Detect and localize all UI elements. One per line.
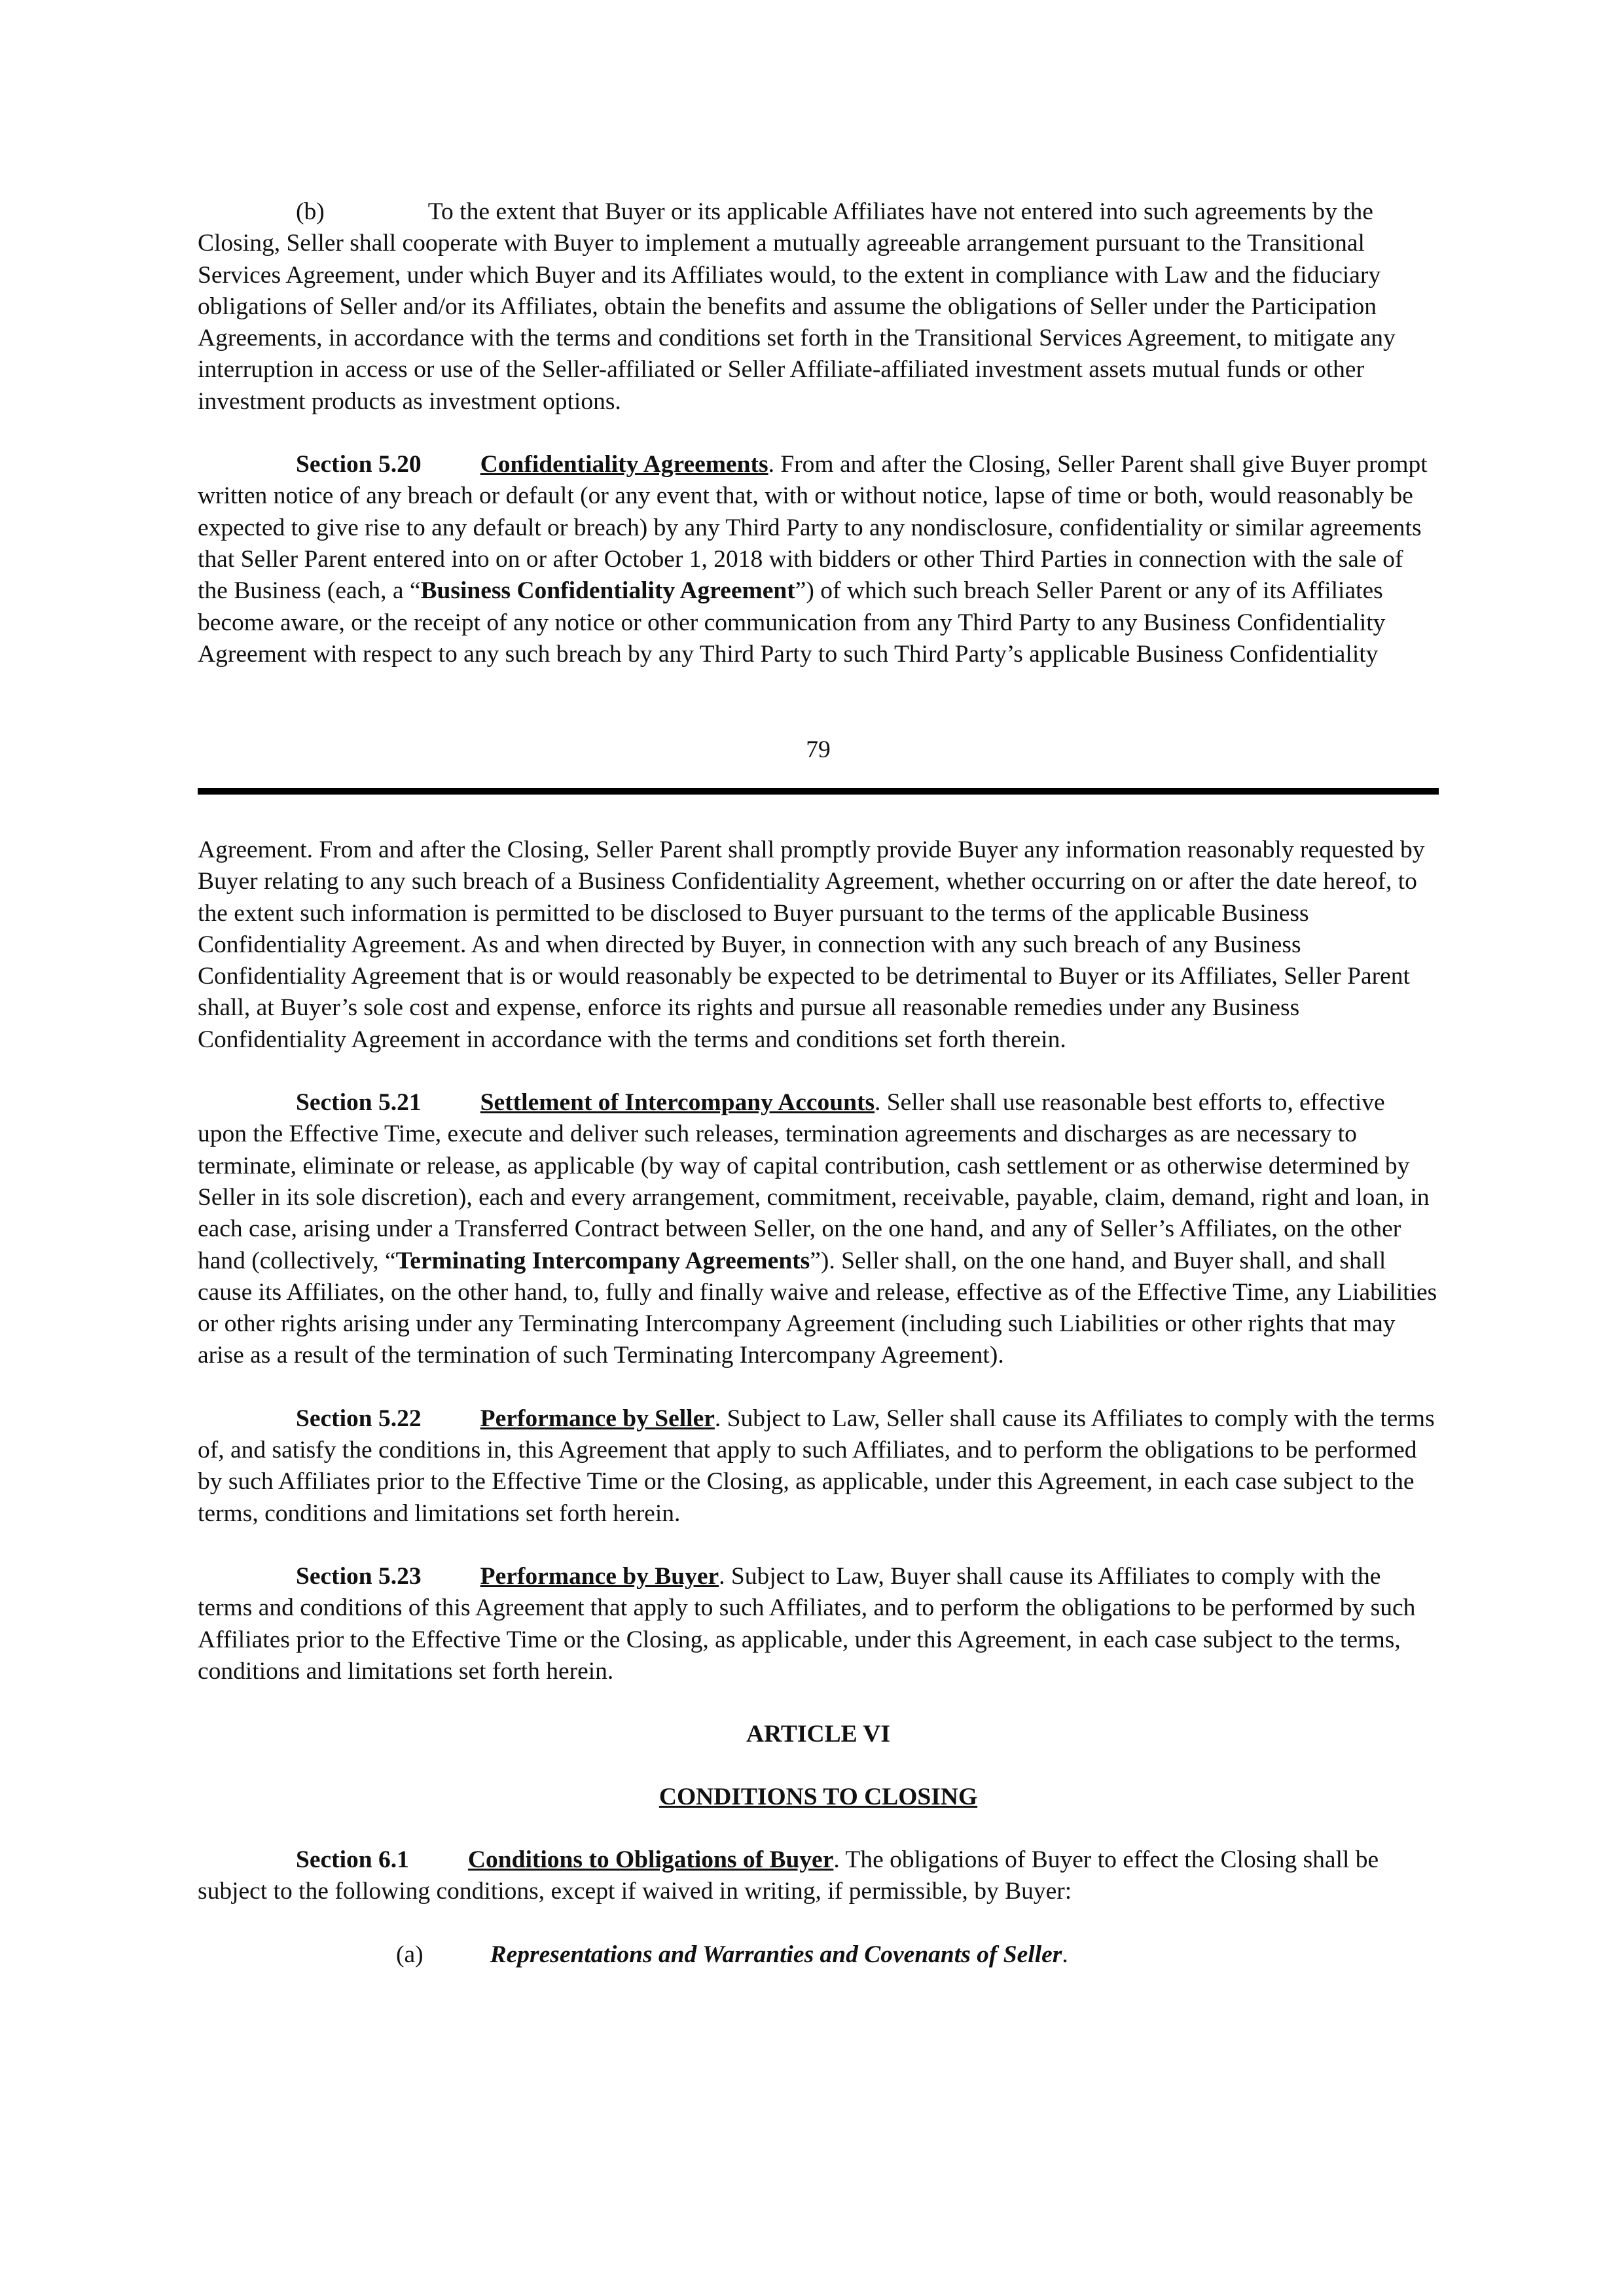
- section-title: Performance by Seller: [480, 1405, 715, 1432]
- page-80-content: [198, 834, 1439, 1971]
- item-end: .: [1062, 1941, 1068, 1968]
- page-79-content: [198, 196, 1439, 670]
- item-a: [198, 1939, 1439, 1971]
- section-5-22: [198, 1403, 1439, 1530]
- section-text-1: . Seller shall use reasonable best efforts to, effective upon the Effective Time, execute and deliver such releases, termination agreements and discharges as are necessary to terminate, eliminate or release, as applicable (by way of capital contribution, cash settlement or as otherwise determined by Seller in its sole discretion), each and every arrangement, commitment, receivable, payable, claim, demand, right and loan, in each case, arising under a Transferred Contract between Seller, on the one hand, and any of Seller’s Affiliates, on the other hand (collectively, “: [198, 1089, 1430, 1274]
- section-5-20: [198, 449, 1439, 670]
- section-text-1: . From and after the Closing, Seller Parent shall give Buyer prompt written notice of any breach or default (or any event that, with or without notice, lapse of time or both, would reasonably be expected to give rise to any default or breach) by any Third Party to any nondisclosure, confidentiality or similar agreements that Seller Parent entered into on or after October 1, 2018 with bidders or other Third Parties in connection with the sale of the Business (each, a “: [198, 451, 1428, 605]
- paragraph-b-text: To the extent that Buyer or its applicable Affiliates have not entered into such agreements by the Closing, Seller shall cooperate with Buyer to implement a mutually agreeable arrangement pursuant to the Transitional Services Agreement, under which Buyer and its Affiliates would, to the extent in compliance with Law and the fiduciary obligations of Seller and/or its Affiliates, obtain the benefits and assume the obligations of Seller under the Participation Agreements, in accordance with the terms and conditions set forth in the Transitional Services Agreement, to mitigate any interruption in access or use of the Seller-affiliated or Seller Affiliate-affiliated investment assets mutual funds or other investment products as investment options.: [198, 198, 1396, 415]
- item-label-b: (b): [296, 198, 325, 225]
- section-number: Section 6.1: [296, 1846, 409, 1874]
- section-text: . The obligations of Buyer to effect the Closing shall be subject to the following conditions, except if waived in writing, if permissible, by Buyer:: [198, 1846, 1379, 1905]
- section-text: . Subject to Law, Buyer shall cause its Affiliates to comply with the terms and conditions of this Agreement that apply to such Affiliates, and to perform the obligations to be performed by such Affiliates prior to the Effective Time or the Closing, as applicable, under this Agreement, in each case subject to the terms, conditions and limitations set forth herein.: [198, 1562, 1416, 1685]
- section-title: Performance by Buyer: [480, 1562, 719, 1590]
- section-text: . Subject to Law, Seller shall cause its Affiliates to comply with the terms of, and satisfy the conditions in, this Agreement that apply to such Affiliates, and to perform the obligations to be performed by such Affiliates prior to the Effective Time or the Closing, as applicable, under this Agreement, in each case subject to the terms, conditions and limitations set forth herein.: [198, 1405, 1435, 1527]
- section-number: Section 5.20: [296, 451, 422, 478]
- paragraph-b: [198, 196, 1439, 418]
- section-number: Section 5.22: [296, 1405, 422, 1432]
- section-number: Section 5.23: [296, 1562, 422, 1590]
- defined-term: Terminating Intercompany Agreements: [395, 1247, 810, 1274]
- defined-term: Business Confidentiality Agreement: [420, 577, 795, 605]
- section-5-21: [198, 1087, 1439, 1372]
- article-title: CONDITIONS TO CLOSING: [659, 1784, 978, 1811]
- page-number: 79: [806, 736, 831, 763]
- section-title: Settlement of Intercompany Accounts: [480, 1089, 875, 1117]
- section-5-23: [198, 1561, 1439, 1687]
- section-6-1: [198, 1844, 1439, 1908]
- continuation-paragraph: Agreement. From and after the Closing, Seller Parent shall promptly provide Buyer any information reasonably requested by Buyer relating to any such breach of a Business Confidentiality Agreement, whether occurring on or after the date hereof, to the extent such information is permitted to be disclosed to Buyer pursuant to the terms of the applicable Business Confidentiality Agreement. As and when directed by Buyer, in connection with any such breach of any Business Confidentiality Agreement that is or would reasonably be expected to be detrimental to Buyer or its Affiliates, Seller Parent shall, at Buyer’s sole cost and expense, enforce its rights and pursue all reasonable remedies under any Business Confidentiality Agreement in accordance with the terms and conditions set forth therein.: [198, 836, 1425, 1053]
- section-text-2: ”) of which such breach Seller Parent or any of its Affiliates become aware, or the receipt of any notice or other communication from any Third Party to any Business Confidentiality Agreement with respect to any such breach by any Third Party to such Third Party’s applicable Business Confidentiality: [198, 577, 1386, 668]
- item-label-a: (a): [396, 1941, 424, 1968]
- section-text-2: ”). Seller shall, on the one hand, and Buyer shall, and shall cause its Affiliates, on the other hand, to, fully and finally waive and release, effective as of the Effective Time, any Liabilities or other rights arising under any Terminating Intercompany Agreement (including such Liabilities or other rights that may arise as a result of the termination of such Terminating Intercompany Agreement).: [198, 1247, 1437, 1369]
- section-title: Confidentiality Agreements: [480, 451, 768, 478]
- section-title: Conditions to Obligations of Buyer: [467, 1846, 834, 1874]
- section-number: Section 5.21: [296, 1089, 422, 1117]
- item-title: Representations and Warranties and Covenants of Seller: [490, 1941, 1062, 1968]
- page-divider: [198, 788, 1439, 795]
- article-heading: ARTICLE VI: [746, 1721, 890, 1748]
